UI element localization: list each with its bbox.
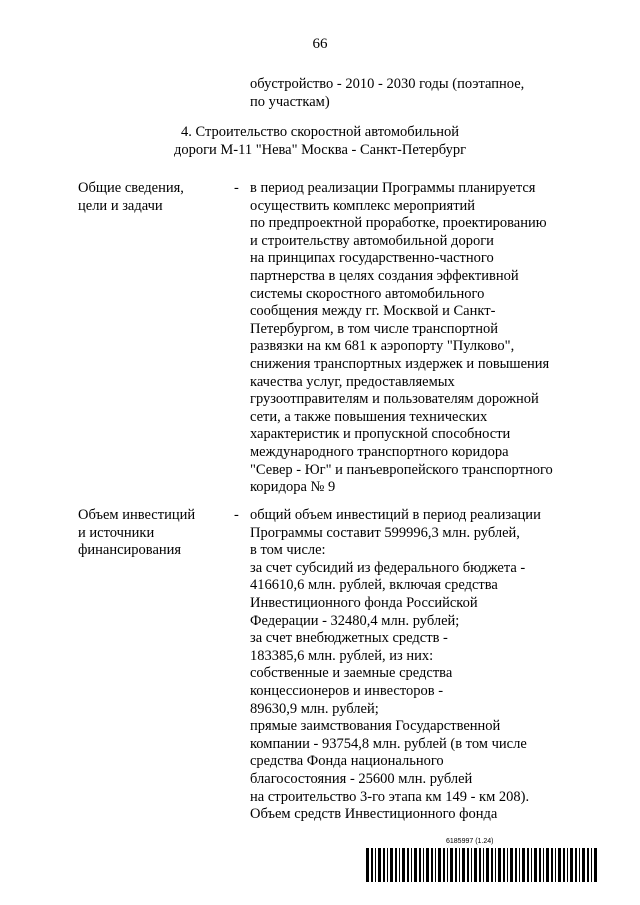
row-text-line: партнерства в целях создания эффективной bbox=[250, 267, 519, 284]
row-text-line: общий объем инвестиций в период реализации bbox=[250, 507, 541, 523]
page-number: 66 bbox=[312, 36, 328, 52]
row-text-line: характеристик и пропускной способности bbox=[250, 426, 511, 443]
section-title-line: дороги М-11 "Нева" Москва - Санкт-Петербург bbox=[173, 141, 467, 158]
continuation-line: по участкам) bbox=[250, 94, 330, 110]
row-text-line: коридора № 9 bbox=[250, 479, 336, 496]
row-text-line: в период реализации Программы планируется bbox=[250, 180, 536, 196]
row-text-line: 183385,6 млн. рублей, из них: bbox=[250, 647, 434, 664]
row-text-line: 416610,6 млн. рублей, включая средства bbox=[250, 577, 498, 594]
row-text-line: международного транспортного коридора bbox=[250, 443, 509, 460]
row-text-line: Федерации - 32480,4 млн. рублей; bbox=[250, 612, 460, 629]
row-text-line: развязки на км 681 к аэропорту "Пулково", bbox=[250, 338, 515, 355]
row-text-line: благосостояния - 25600 млн. рублей bbox=[250, 770, 473, 787]
section-title bbox=[0, 124, 640, 159]
row-text-line: Объем средств Инвестиционного фонда bbox=[250, 806, 498, 823]
row-text-line: и строительству автомобильной дороги bbox=[250, 232, 494, 249]
row-label-line: финансирования bbox=[78, 542, 182, 559]
row-text-line: на принципах государственно-частного bbox=[250, 250, 494, 267]
row-text-line: в том числе: bbox=[250, 542, 326, 559]
row-label-line: и источники bbox=[78, 524, 155, 541]
row-dash: - bbox=[234, 180, 239, 196]
row-text-line: на строительство 3-го этапа км 149 - км 208). bbox=[250, 788, 530, 805]
row-text-line: за счет субсидий из федерального бюджета - bbox=[250, 559, 526, 576]
row-text-line: собственные и заемные средства bbox=[250, 665, 453, 682]
row-text-line: Программы составит 599996,3 млн. рублей, bbox=[250, 524, 520, 541]
section-title-line: 4. Строительство скоростной автомобильной bbox=[180, 124, 459, 140]
row-label-line: цели и задачи bbox=[78, 197, 163, 214]
row-text-line: 89630,9 млн. рублей; bbox=[250, 700, 379, 717]
row-text-line: по предпроектной проработке, проектированию bbox=[250, 215, 547, 232]
barcode bbox=[366, 838, 600, 884]
barcode-number: 6185997 (1.24) bbox=[446, 838, 494, 845]
barcode-bars bbox=[366, 848, 600, 882]
row-label-line: Объем инвестиций bbox=[78, 507, 196, 523]
row-text-line: "Север - Юг" и панъевропейского транспортного bbox=[250, 461, 553, 478]
row-text bbox=[250, 507, 541, 824]
continuation-line: обустройство - 2010 - 2030 годы (поэтапное, bbox=[250, 76, 525, 92]
row-text-line: прямые заимствования Государственной bbox=[250, 718, 501, 735]
row-label bbox=[78, 507, 195, 560]
row-text-line: грузоотправителям и пользователям дорожной bbox=[250, 391, 539, 408]
row-dash: - bbox=[234, 507, 239, 523]
row-label bbox=[78, 180, 184, 215]
row-text-line: системы скоростного автомобильного bbox=[250, 285, 485, 302]
row-text-line: концессионеров и инвесторов - bbox=[250, 682, 444, 699]
row-text-line: сети, а также повышения технических bbox=[250, 408, 488, 425]
row-text-line: снижения транспортных издержек и повышения bbox=[250, 355, 550, 372]
row-text bbox=[250, 180, 553, 497]
row-text-line: Петербургом, в том числе транспортной bbox=[250, 320, 498, 337]
row-text-line: компании - 93754,8 млн. рублей (в том числе bbox=[250, 735, 527, 752]
row-label-line: Общие сведения, bbox=[78, 180, 184, 196]
row-text-line: Инвестиционного фонда Российской bbox=[250, 594, 478, 611]
row-text-line: качества услуг, предоставляемых bbox=[250, 373, 455, 390]
row-text-line: сообщения между гг. Москвой и Санкт- bbox=[250, 303, 496, 320]
row-text-line: за счет внебюджетных средств - bbox=[250, 630, 448, 647]
row-text-line: средства Фонда национального bbox=[250, 753, 444, 770]
row-text-line: осуществить комплекс мероприятий bbox=[250, 197, 476, 214]
